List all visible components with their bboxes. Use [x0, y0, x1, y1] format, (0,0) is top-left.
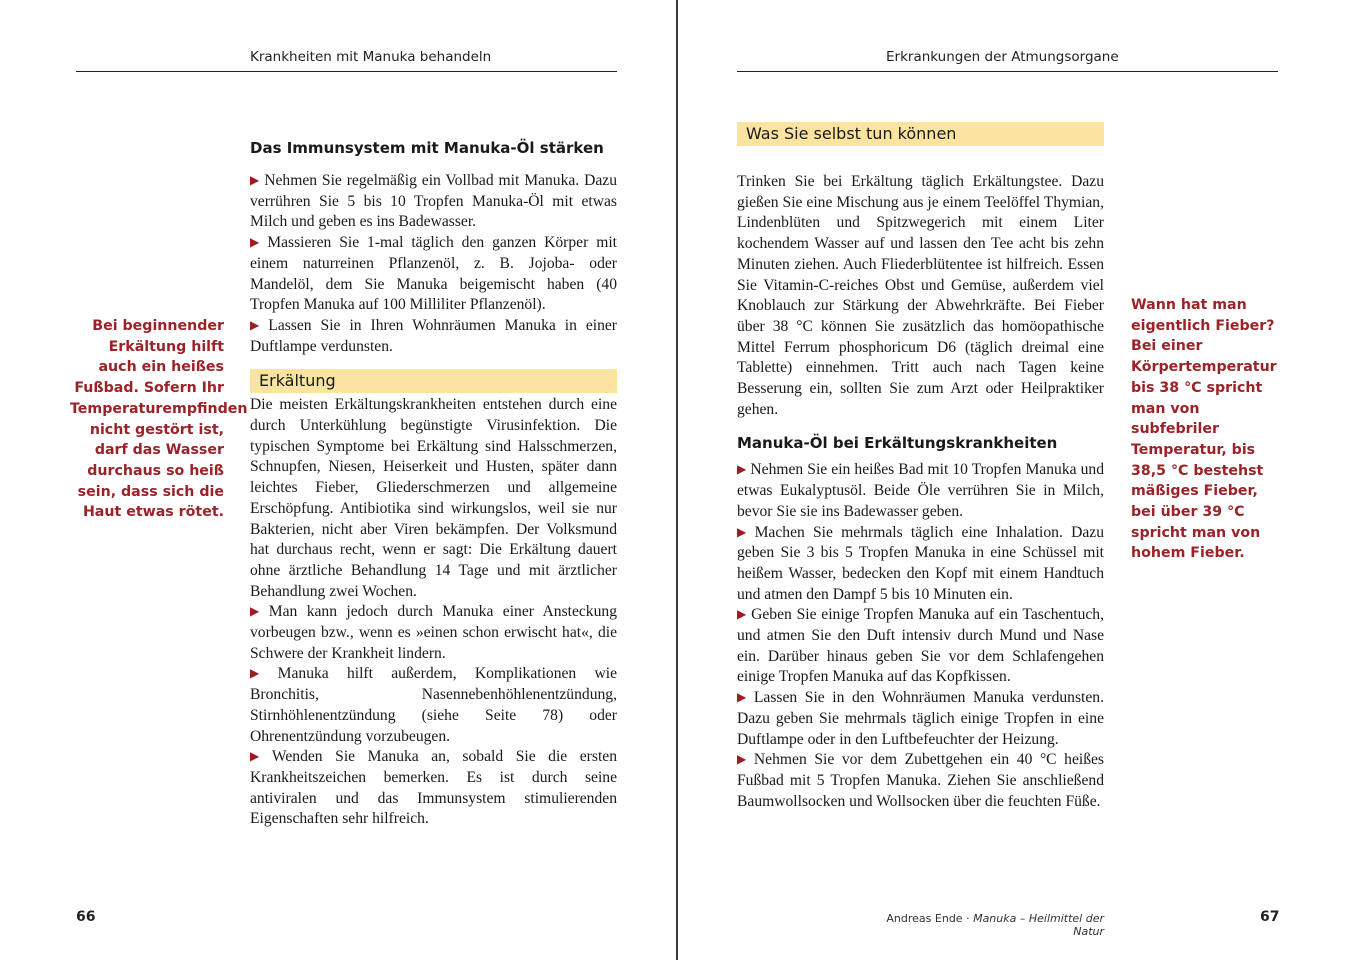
bullet-item: ▶ Lassen Sie in den Wohnräumen Manuka verdunsten. Dazu geben Sie mehrmals täglich einige Tropfen in eine Duftlampe oder in den Luftbefeuchter der Heizung. [737, 688, 1104, 750]
bullet-item: ▶ Machen Sie mehrmals täglich eine Inhalation. Dazu geben Sie 3 bis 5 Tropfen Manuka in eine Schüssel mit heißem Wasser, bedecken den Kopf mit einem Handtuch und atmen den Dampf 5 bis 10 Minuten ein. [737, 523, 1104, 606]
section-heading: Manuka-Öl bei Erkältungskrankheiten [737, 434, 1058, 453]
page-number: 66 [76, 909, 96, 925]
main-column [250, 137, 617, 830]
bullet-item: ▶ Nehmen Sie regelmäßig ein Vollbad mit Manuka. Dazu verrühren Sie 5 bis 10 Tropfen Manuka-Öl mit etwas Milch und geben es ins Badewasser. [250, 171, 617, 233]
bullet-item: ▶ Geben Sie einige Tropfen Manuka auf ein Taschentuch, und atmen Sie den Duft intensiv durch Mund und Nase ein. Darüber hinaus geben Sie vor dem Schlafengehen einige Tropfen Manuka auf das Kopfkissen. [737, 605, 1104, 688]
footer-credit [876, 912, 1104, 938]
bullet-item: ▶ Manuka hilft außerdem, Komplikationen wie Bronchitis, Nasennebenhöhlenentzündung, Stirnhöhlenentzündung (siehe Seite 78) oder Ohrenentzündung vorzubeugen. [250, 664, 617, 747]
footer-book-title: Manuka – Heilmittel der Natur [973, 912, 1104, 938]
page-number: 67 [1260, 909, 1280, 925]
bullet-item: ▶ Wenden Sie Manuka an, sobald Sie die ersten Krankheitszeichen bemerken. Es ist durch seine antiviralen und das Immunsystem stimulierenden Eigenschaften sehr hilfreich. [250, 747, 617, 830]
bullet-item: ▶ Nehmen Sie ein heißes Bad mit 10 Tropfen Manuka und etwas Eukalyptusöl. Beide Öle verrühren Sie in Milch, bevor Sie sie ins Badewasser geben. [737, 460, 1104, 522]
footer-author: Andreas Ende · [886, 912, 970, 925]
bullet-item: ▶ Man kann jedoch durch Manuka einer Ansteckung vorbeugen bzw., wenn es »einen schon erwischt hat«, die Schwere der Krankheit lindern. [250, 602, 617, 664]
bullet-item: ▶ Massieren Sie 1-mal täglich den ganzen Körper mit einem naturreinen Pflanzenöl, z. B. Jojoba- oder Mandelöl, dem Sie Manuka beigemischt haben (40 Tropfen Manuka auf 100 Milliliter Pflanzenöl). [250, 233, 617, 316]
margin-note: Bei beginnender Erkältung hilft auch ein heißes Fußbad. Sofern Ihr Temperaturempfinden nicht gestört ist, darf das Wasser durchaus so heiß sein, dass sich die Haut etwas rötet. [70, 318, 248, 521]
body-paragraph: Trinken Sie bei Erkältung täglich Erkältungstee. Dazu gießen Sie eine Mischung aus je einem Teelöffel Thymian, Lindenblüten und Spitzwegerich mit einem Liter kochendem Wasser auf und lassen den Tee acht bis zehn Minuten ziehen. Auch Fliederblütentee ist hilfreich. Essen Sie Vitamin-C-reiches Obst und Gemüse, außerdem viel Knoblauch zur Stärkung der Abwehrkräfte. Bei Fieber über 38 °C können Sie zusätzlich das homöopathische Mittel Ferrum phosphoricum D6 (täglich dreimal eine Tablette) einnehmen. Tritt auch nach Tagen keine Besserung ein, sollten Sie zum Arzt oder Heilpraktiker gehen. [737, 173, 1104, 418]
body-paragraph: Die meisten Erkältungskrankheiten entstehen durch eine durch Unterkühlung begünstigte Virusinfektion. Die typischen Symptome bei Erkältung sind Halsschmerzen, Schnupfen, Niesen, Heiserkeit und Husten, später dann leichtes Fieber, Gliederschmerzen und allgemeine Erschöpfung. Antibiotika sind wirkungslos, weil sie nur Bakterien, nicht aber Viren bekämpfen. Der Volksmund hat durchaus recht, wenn er sagt: Die Erkältung dauert ohne ärztliche Behandlung 14 Tage und mit ärztlicher Behandlung zwei Wochen. [250, 396, 617, 600]
section-heading: Das Immunsystem mit Manuka-Öl stärken [250, 139, 604, 157]
bullet-item: ▶ Nehmen Sie vor dem Zubettgehen ein 40 °C heißes Fußbad mit 5 Tropfen Manuka. Ziehen Sie anschließend Baumwollsocken und Wollsocken über die feuchten Füße. [737, 750, 1104, 812]
main-column [737, 122, 1104, 812]
running-head-text: Erkrankungen der Atmungsorgane [886, 49, 1119, 65]
margin-note: Wann hat man eigentlich Fieber? Bei einer Körpertemperatur bis 38 °C spricht man von subfebriler Temperatur, bis 38,5 °C bestehst mäßiges Fieber, bei über 39 °C spricht man von hohem Fieber. [1131, 297, 1277, 562]
running-head [737, 49, 1278, 72]
section-title-bar: Was Sie selbst tun können [737, 122, 1104, 146]
running-head-text: Krankheiten mit Manuka behandeln [250, 49, 492, 65]
section-title-bar: Erkältung [250, 369, 617, 393]
right-page [678, 0, 1354, 960]
running-head [76, 49, 617, 72]
bullet-item: ▶ Lassen Sie in Ihren Wohnräumen Manuka in einer Duftlampe verdunsten. [250, 316, 617, 357]
